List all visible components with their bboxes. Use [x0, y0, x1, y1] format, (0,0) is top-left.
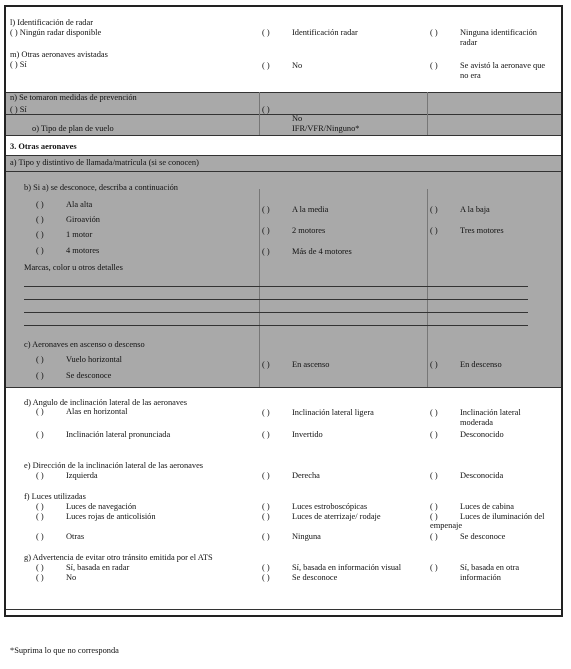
checkbox[interactable]: ( ) [36, 200, 44, 209]
option-label: No [66, 573, 77, 582]
option-label: Invertido [292, 430, 323, 439]
rule [6, 387, 561, 388]
section-m-option-2: No [292, 61, 303, 70]
section-l-title: l) Identificación de radar [10, 18, 94, 27]
option-label: Luces de aterrizaje/ rodaje [292, 512, 381, 521]
option-label: Se desconoce [460, 532, 506, 541]
column-divider [259, 189, 260, 387]
option-label: Alas en horizontal [66, 407, 128, 416]
option-label: Desconocido [460, 430, 504, 439]
checkbox[interactable]: ( ) [262, 226, 270, 235]
option-label: A la media [292, 205, 329, 214]
checkbox[interactable]: ( ) [36, 502, 44, 511]
checkbox[interactable]: ( ) [430, 360, 438, 369]
option-label: Luces de iluminación del [460, 512, 545, 521]
checkbox[interactable]: ( ) [36, 230, 44, 239]
section-b-title: b) Si a) se desconoce, describa a continuación [24, 183, 178, 192]
write-in-line[interactable] [24, 286, 528, 287]
checkbox[interactable]: ( ) [36, 246, 44, 255]
checkbox[interactable]: ( ) [262, 105, 270, 114]
rule [6, 114, 561, 115]
option-label: 1 motor [66, 230, 93, 239]
option-label: Sí, basada en radar [66, 563, 130, 572]
section-l-option-1[interactable]: ( ) Ningún radar disponible [10, 28, 102, 37]
option-label: Inclinación lateral moderada [460, 408, 521, 427]
checkbox[interactable]: ( ) [262, 360, 270, 369]
checkbox[interactable]: ( ) [430, 471, 438, 480]
checkbox[interactable]: ( ) [430, 532, 438, 541]
option-label: Derecha [292, 471, 320, 480]
option-label: Sí, basada en otra información [460, 563, 520, 582]
form-frame [4, 5, 563, 617]
checkbox[interactable]: ( ) [430, 502, 438, 511]
section-f-title: f) Luces utilizadas [24, 492, 86, 501]
section-n-title: n) Se tomaron medidas de prevención [10, 93, 137, 102]
option-label: Se desconoce [292, 573, 338, 582]
option-label-continuation: empenaje [430, 521, 463, 530]
footnote: *Suprima lo que no corresponda [10, 646, 119, 655]
option-label: 2 motores [292, 226, 326, 235]
option-label: Izquierda [66, 471, 98, 480]
checkbox[interactable]: ( ) [430, 512, 438, 521]
option-label: Se desconoce [66, 371, 112, 380]
checkbox[interactable]: ( ) [430, 430, 438, 439]
checkbox[interactable]: ( ) [430, 563, 438, 572]
section-m-title: m) Otras aeronaves avistadas [10, 50, 108, 59]
section-l-option-3: Ninguna identificación radar [460, 28, 537, 47]
rule [6, 135, 561, 136]
option-label: En descenso [460, 360, 502, 369]
option-label: Tres motores [460, 226, 504, 235]
option-label: Más de 4 motores [292, 247, 352, 256]
checkbox[interactable]: ( ) [36, 215, 44, 224]
section-l-option-2: Identificación radar [292, 28, 358, 37]
section-n-option-1[interactable]: ( ) Sí [10, 105, 27, 114]
checkbox[interactable]: ( ) [262, 573, 270, 582]
checkbox[interactable]: ( ) [36, 532, 44, 541]
write-in-line[interactable] [24, 299, 528, 300]
section-d-title: d) Angulo de inclinación lateral de las aeronaves [24, 398, 188, 407]
section-o-title: o) Tipo de plan de vuelo [32, 124, 114, 133]
checkbox[interactable]: ( ) [262, 502, 270, 511]
checkbox[interactable]: ( ) [262, 247, 270, 256]
option-label: A la baja [460, 205, 490, 214]
section-a-title: a) Tipo y distintivo de llamada/matrícula (si se conocen) [10, 158, 199, 167]
option-label: Ninguna [292, 532, 321, 541]
section-e-title: e) Dirección de la inclinación lateral de las aeronaves [24, 461, 204, 470]
write-in-line[interactable] [24, 312, 528, 313]
option-label: Ala alta [66, 200, 93, 209]
option-label: Desconocida [460, 471, 504, 480]
checkbox[interactable]: ( ) [430, 226, 438, 235]
checkbox[interactable]: ( ) [262, 205, 270, 214]
option-label: Otras [66, 532, 85, 541]
option-label: Vuelo horizontal [66, 355, 123, 364]
checkbox[interactable]: ( ) [36, 355, 44, 364]
checkbox[interactable]: ( ) [430, 61, 438, 70]
checkbox[interactable]: ( ) [262, 471, 270, 480]
checkbox[interactable]: ( ) [262, 532, 270, 541]
flight-plan-type-value: IFR/VFR/Ninguno* [292, 124, 360, 133]
column-divider [259, 92, 260, 135]
checkbox[interactable]: ( ) [262, 28, 270, 37]
option-label: Luces rojas de anticolisión [66, 512, 156, 521]
checkbox[interactable]: ( ) [262, 512, 270, 521]
checkbox[interactable]: ( ) [36, 430, 44, 439]
checkbox[interactable]: ( ) [430, 205, 438, 214]
rule [6, 609, 561, 610]
option-label: Sí, basada en información visual [292, 563, 402, 572]
checkbox[interactable]: ( ) [36, 371, 44, 380]
checkbox[interactable]: ( ) [36, 512, 44, 521]
column-divider [427, 92, 428, 135]
checkbox[interactable]: ( ) [36, 563, 44, 572]
option-label: Inclinación lateral pronunciada [66, 430, 171, 439]
section-m-option-3: Se avistó la aeronave que no era [460, 61, 546, 80]
marks-label: Marcas, color u otros detalles [24, 263, 123, 272]
option-label: Luces estroboscópicas [292, 502, 368, 511]
column-divider [427, 189, 428, 387]
checkbox[interactable]: ( ) [36, 471, 44, 480]
checkbox[interactable]: ( ) [36, 407, 44, 416]
checkbox[interactable]: ( ) [262, 430, 270, 439]
write-in-line[interactable] [24, 325, 528, 326]
section-n-option-2: No [292, 114, 303, 123]
checkbox[interactable]: ( ) [262, 61, 270, 70]
checkbox[interactable]: ( ) [262, 408, 270, 417]
option-label: Giroavión [66, 215, 100, 224]
checkbox[interactable]: ( ) [36, 573, 44, 582]
checkbox[interactable]: ( ) [430, 408, 438, 417]
checkbox[interactable]: ( ) [430, 28, 438, 37]
section-g-title: g) Advertencia de evitar otro tránsito emitida por el ATS [24, 553, 213, 562]
option-label: 4 motores [66, 246, 100, 255]
option-label: Luces de navegación [66, 502, 137, 511]
section-m-option-1[interactable]: ( ) Sí [10, 60, 27, 69]
section-3-title: 3. Otras aeronaves [10, 142, 77, 151]
option-label: Luces de cabina [460, 502, 514, 511]
rule [6, 171, 561, 172]
rule [6, 155, 561, 156]
section-c-title: c) Aeronaves en ascenso o descenso [24, 340, 145, 349]
option-label: Inclinación lateral ligera [292, 408, 374, 417]
option-label: En ascenso [292, 360, 330, 369]
checkbox[interactable]: ( ) [262, 563, 270, 572]
